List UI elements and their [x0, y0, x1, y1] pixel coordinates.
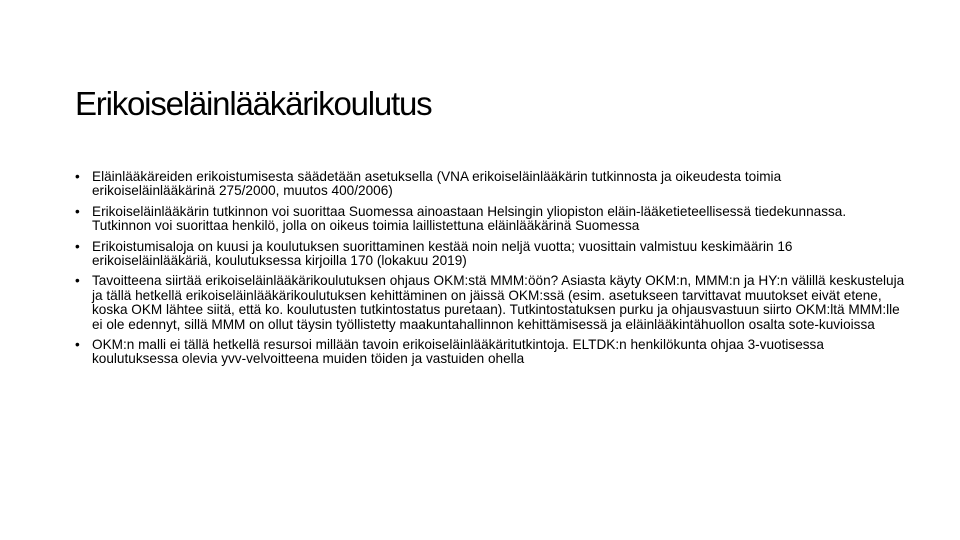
- bullet-text: Tavoitteena siirtää erikoiseläinlääkärikoulutuksen ohjaus OKM:stä MMM:öön? Asiasta käyty OKM:n, MMM:n ja HY:n välillä keskusteluja ja tällä hetkellä erikoiseläinlääkärikoulutuksen kehittäminen on jäissä OKM:ssä (esim. asetukseen tarvittavat muutokset eivät etene, koska OKM lähtee siitä, että ko. koulutusten tutkintostatus puretaan). Tutkintostatuksen purku ja ohjausvastuun siirto OKM:ltä MMM:lle ei ole edennyt, sillä MMM on ollut täysin työllistetty maakuntahallinnon kehittämisessä ja eläinlääkintähuollon osalta sote-kuvioissa: [92, 273, 905, 332]
- bullet-text: Erikoistumisaloja on kuusi ja koulutuksen suorittaminen kestää noin neljä vuotta; vuosittain valmistuu keskimäärin 16 erikoiseläinlääkäriä, koulutuksessa kirjoilla 170 (lokakuu 2019): [92, 238, 793, 269]
- bullet-item: [75, 205, 905, 234]
- bullet-list: [75, 170, 905, 373]
- bullet-dot-icon: •: [75, 203, 80, 219]
- bullet-item: [75, 274, 905, 332]
- bullet-item: [75, 240, 905, 269]
- bullet-dot-icon: •: [75, 337, 80, 353]
- bullet-dot-icon: •: [75, 273, 80, 289]
- bullet-dot-icon: •: [75, 169, 80, 184]
- bullet-item: [75, 170, 905, 199]
- bullet-text: OKM:n malli ei tällä hetkellä resursoi millään tavoin erikoiseläinlääkäritutkintoja. ELTDK:n henkilökunta ohjaa 3-vuotisessa koulutuksessa olevia yvv-velvoitteena muiden töiden ja vastuiden ohella: [92, 337, 824, 367]
- bullet-dot-icon: •: [75, 238, 80, 254]
- bullet-text: Erikoiseläinlääkärin tutkinnon voi suorittaa Suomessa ainoastaan Helsingin yliopiston eläin-lääketieteellisessä tiedekunnassa. Tutkinnon voi suorittaa henkilö, jolla on oikeus toimia laillistettuna eläinlääkärinä Suomessa: [92, 203, 847, 234]
- slide-title: Erikoiseläinlääkärikoulutus: [75, 85, 432, 122]
- bullet-item: [75, 338, 905, 367]
- bullet-text: Eläinlääkäreiden erikoistumisesta säädetään asetuksella (VNA erikoiseläinlääkärin tutkinnosta ja oikeudesta toimia erikoiseläinlääkärinä 275/2000, muutos 400/2006): [92, 169, 782, 199]
